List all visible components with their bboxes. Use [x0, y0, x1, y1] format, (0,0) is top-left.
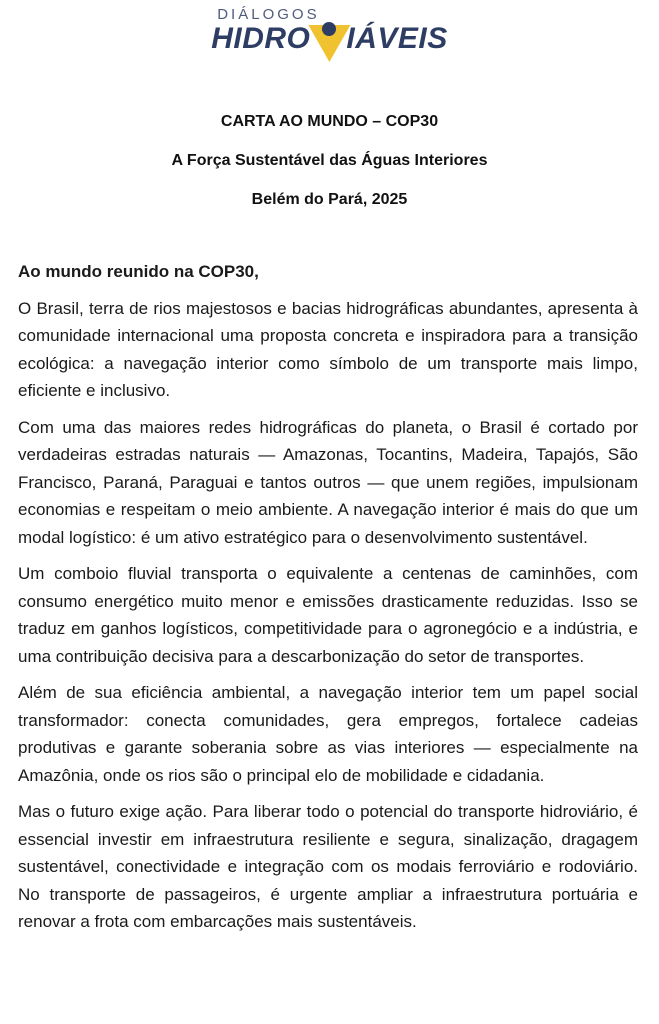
- logo-inner: [211, 6, 448, 61]
- paragraph-4: Além de sua eficiência ambiental, a navegação interior tem um papel social transformador: conecta comunidades, gera empregos, fortalece cadeias produtivas e garante soberania sobre as vias interiores — especialmente na Amazônia, onde os rios são o principal elo de mobilidade e cidadania.: [18, 683, 638, 785]
- paragraph-3: Um comboio fluvial transporta o equivalente a centenas de caminhões, com consumo energético muito menor e emissões drasticamente reduzidas. Isso se traduz em ganhos logísticos, competitividade para o agronegócio e a indústria, e uma contribuição decisiva para a descarbonização do setor de transportes.: [18, 564, 638, 666]
- salutation: Ao mundo reunido na COP30,: [18, 262, 259, 281]
- logo-word-prefix: HIDRO: [211, 22, 311, 55]
- document-subtitle: A Força Sustentável das Águas Interiores: [171, 152, 488, 169]
- logo: [0, 0, 659, 61]
- paragraph-5: Mas o futuro exige ação. Para liberar todo o potencial do transporte hidroviário, é essencial investir em infraestrutura resiliente e segura, sinalização, dragagem sustentável, conectividade e integração com os modais ferroviário e rodoviário. No transporte de passageiros, é urgente ampliar a infraestrutura portuária e renovar a frota com embarcações mais sustentáveis.: [18, 802, 638, 931]
- logo-wordmark: [211, 24, 448, 61]
- paragraph-1: O Brasil, terra de rios majestosos e bacias hidrográficas abundantes, apresenta à comunidade internacional uma proposta concreta e inspiradora para a transição ecológica: a navegação interior como símbolo de um transporte mais limpo, eficiente e inclusivo.: [18, 298, 638, 400]
- logo-word-suffix: IÁVEIS: [346, 22, 448, 55]
- waterway-triangle-icon: [308, 24, 350, 61]
- document-title: CARTA AO MUNDO – COP30: [220, 113, 439, 130]
- title-block: [0, 113, 659, 208]
- document-place-date: Belém do Pará, 2025: [251, 191, 408, 208]
- logo-top-text: DIÁLOGOS: [217, 6, 320, 23]
- triangle-dot: [322, 22, 336, 36]
- letter-body: [0, 258, 659, 936]
- paragraph-2: Com uma das maiores redes hidrográficas do planeta, o Brasil é cortado por verdadeiras estradas naturais — Amazonas, Tocantins, Madeira, Tapajós, São Francisco, Paraná, Paraguai e tantos outros — que unem regiões, impulsionam economias e respeitam o meio ambiente. A navegação interior é mais do que um modal logístico: é um ativo estratégico para o desenvolvimento sustentável.: [18, 417, 638, 547]
